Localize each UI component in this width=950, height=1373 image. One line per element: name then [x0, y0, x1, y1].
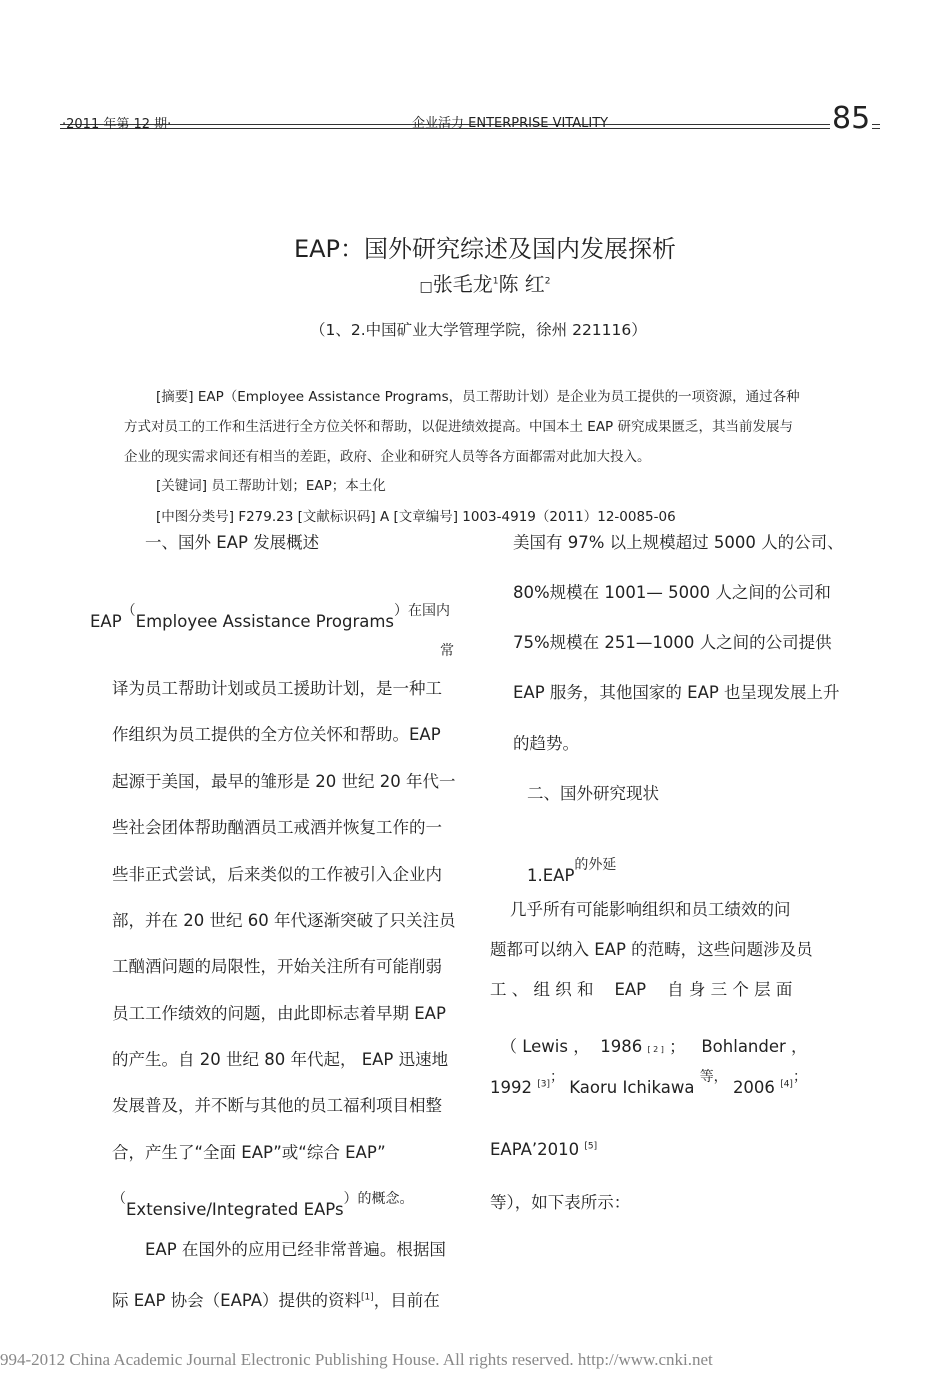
section-heading-1: 一、国外 EAP 发展概述	[145, 533, 320, 552]
citation-ref[interactable]: [4]	[780, 1079, 793, 1090]
text: EAPA’2010	[490, 1140, 580, 1159]
abstract-line: 方式对员工的工作和生活进行全方位关怀和帮助，以促进绩效提高。中国本土 EAP 研究成果匮乏，其当前发展与	[124, 419, 793, 435]
text: Extensive/Integrated EAPs	[126, 1200, 344, 1219]
text: Employee Assistance Programs	[135, 612, 395, 631]
text: 常	[440, 643, 454, 659]
paragraph-line: 起源于美国，最早的雏形是 20 世纪 20 年代一	[112, 772, 456, 791]
paragraph-line: 作组织为员工提供的全方位关怀和帮助。EAP	[112, 725, 441, 744]
citation-ref[interactable]: [1]	[361, 1292, 374, 1303]
text: 2006	[732, 1078, 775, 1097]
paragraph-line: 译为员工帮助计划或员工援助计划，是一种工	[112, 679, 442, 698]
affiliation: （1、2.中国矿业大学管理学院，徐州 221116）	[310, 321, 647, 339]
author-prefix-box: □	[419, 279, 433, 295]
journal-name: 企业活力 ENTERPRISE VITALITY	[412, 116, 609, 131]
citation-ref[interactable]: [3]	[537, 1079, 550, 1090]
author-1-affil: 1	[492, 276, 499, 287]
paragraph-line: 员工工作绩效的问题，由此即标志着早期 EAP	[112, 1004, 446, 1023]
abstract-line: 企业的现实需求间还有相当的差距，政府、企业和研究人员等各方面都需对此加大投入。	[124, 449, 651, 465]
text: 际 EAP 协会（EAPA）提供的资料	[112, 1291, 362, 1310]
text: 等，	[699, 1069, 728, 1085]
author-1: 张毛龙	[432, 272, 493, 296]
text: 1.EAP	[527, 866, 575, 885]
text: 的外延	[574, 857, 617, 873]
paragraph-line: 等），如下表所示：	[490, 1193, 631, 1212]
citation-ref[interactable]: [5]	[584, 1141, 598, 1152]
author-2-affil: 2	[544, 276, 551, 287]
text: （ Lewis ， 1986	[500, 1036, 643, 1056]
paragraph-line	[490, 1069, 807, 1097]
subheading	[527, 857, 617, 885]
text: ；	[550, 1069, 564, 1085]
issue-label: ·2011 年第 12 期·	[62, 117, 172, 132]
keywords: [关键词] 员工帮助计划；EAP；本土化	[156, 478, 386, 494]
paragraph-line: 几乎所有可能影响组织和员工绩效的问	[510, 900, 791, 919]
copyright-footer: 994-2012 China Academic Journal Electronic Publishing House. All rights reserved. http://www.cnki.net	[0, 1350, 713, 1369]
text: 1992	[490, 1078, 532, 1097]
paragraph-line: 工 、 组 织 和 EAP 自 身 三 个 层 面	[490, 980, 793, 999]
paragraph-line	[112, 1293, 440, 1310]
text: ； Bohlander ，	[669, 1036, 808, 1056]
text: Kaoru Ichikawa	[569, 1078, 695, 1097]
text: ）的概念。	[343, 1191, 414, 1207]
extensive-eap-line	[112, 1191, 414, 1219]
paragraph-line: 80%规模在 1001— 5000 人之间的公司和	[513, 583, 831, 602]
paragraph-line: 部，并在 20 世纪 60 年代逐渐突破了只关注员	[112, 911, 456, 930]
section-heading-2: 二、国外研究现状	[527, 784, 659, 803]
article-title: EAP：国外研究综述及国内发展探析	[293, 235, 677, 263]
text: （	[112, 1191, 126, 1207]
paragraph-line: 工酗酒问题的局限性，开始关注所有可能削弱	[112, 957, 442, 976]
paragraph-line	[490, 1142, 597, 1159]
paragraph-line: EAP 在国外的应用已经非常普遍。根据国	[145, 1240, 446, 1259]
paragraph-line: 的产生。自 20 世纪 80 年代起， EAP 迅速地	[112, 1050, 449, 1069]
text: ，目前在	[373, 1291, 440, 1310]
text: ；	[792, 1069, 807, 1085]
paragraph-line	[490, 1022, 808, 1055]
author-2: 陈 红	[498, 272, 545, 296]
page-number: 85	[832, 101, 871, 136]
abstract-line: [摘要] EAP（Employee Assistance Programs，员工帮助计划）是企业为员工提供的一项资源，通过各种	[156, 389, 800, 405]
paragraph-line: 发展普及，并不断与其他的员工福利项目相整	[112, 1096, 442, 1115]
paragraph-line: 的趋势。	[513, 734, 579, 753]
text: EAP	[90, 612, 122, 631]
paragraph-line: 些非正式尝试，后来类似的工作被引入企业内	[112, 865, 442, 884]
paragraph-line: 些社会团体帮助酗酒员工戒酒并恢复工作的一	[112, 818, 442, 837]
paragraph-line: 美国有 97% 以上规模超过 5000 人的公司、	[513, 533, 844, 552]
authors	[0, 274, 950, 294]
paragraph-line: 合，产生了“全面 EAP”或“综合 EAP”	[112, 1143, 386, 1162]
text: ）在国内	[394, 603, 451, 619]
paragraph-line: EAP 服务，其他国家的 EAP 也呈现发展上升	[513, 683, 840, 702]
citation-ref[interactable]: [ 2 ]	[647, 1044, 664, 1054]
paragraph-line: 题都可以纳入 EAP 的范畴，这些问题涉及员	[490, 940, 813, 959]
eap-definition-line	[90, 603, 451, 631]
text: （	[121, 603, 136, 619]
paragraph-line: 75%规模在 251—1000 人之间的公司提供	[513, 633, 832, 652]
classification: [中图分类号] F279.23 [文献标识码] A [文章编号] 1003-4919（2011）12-0085-06	[156, 509, 676, 525]
